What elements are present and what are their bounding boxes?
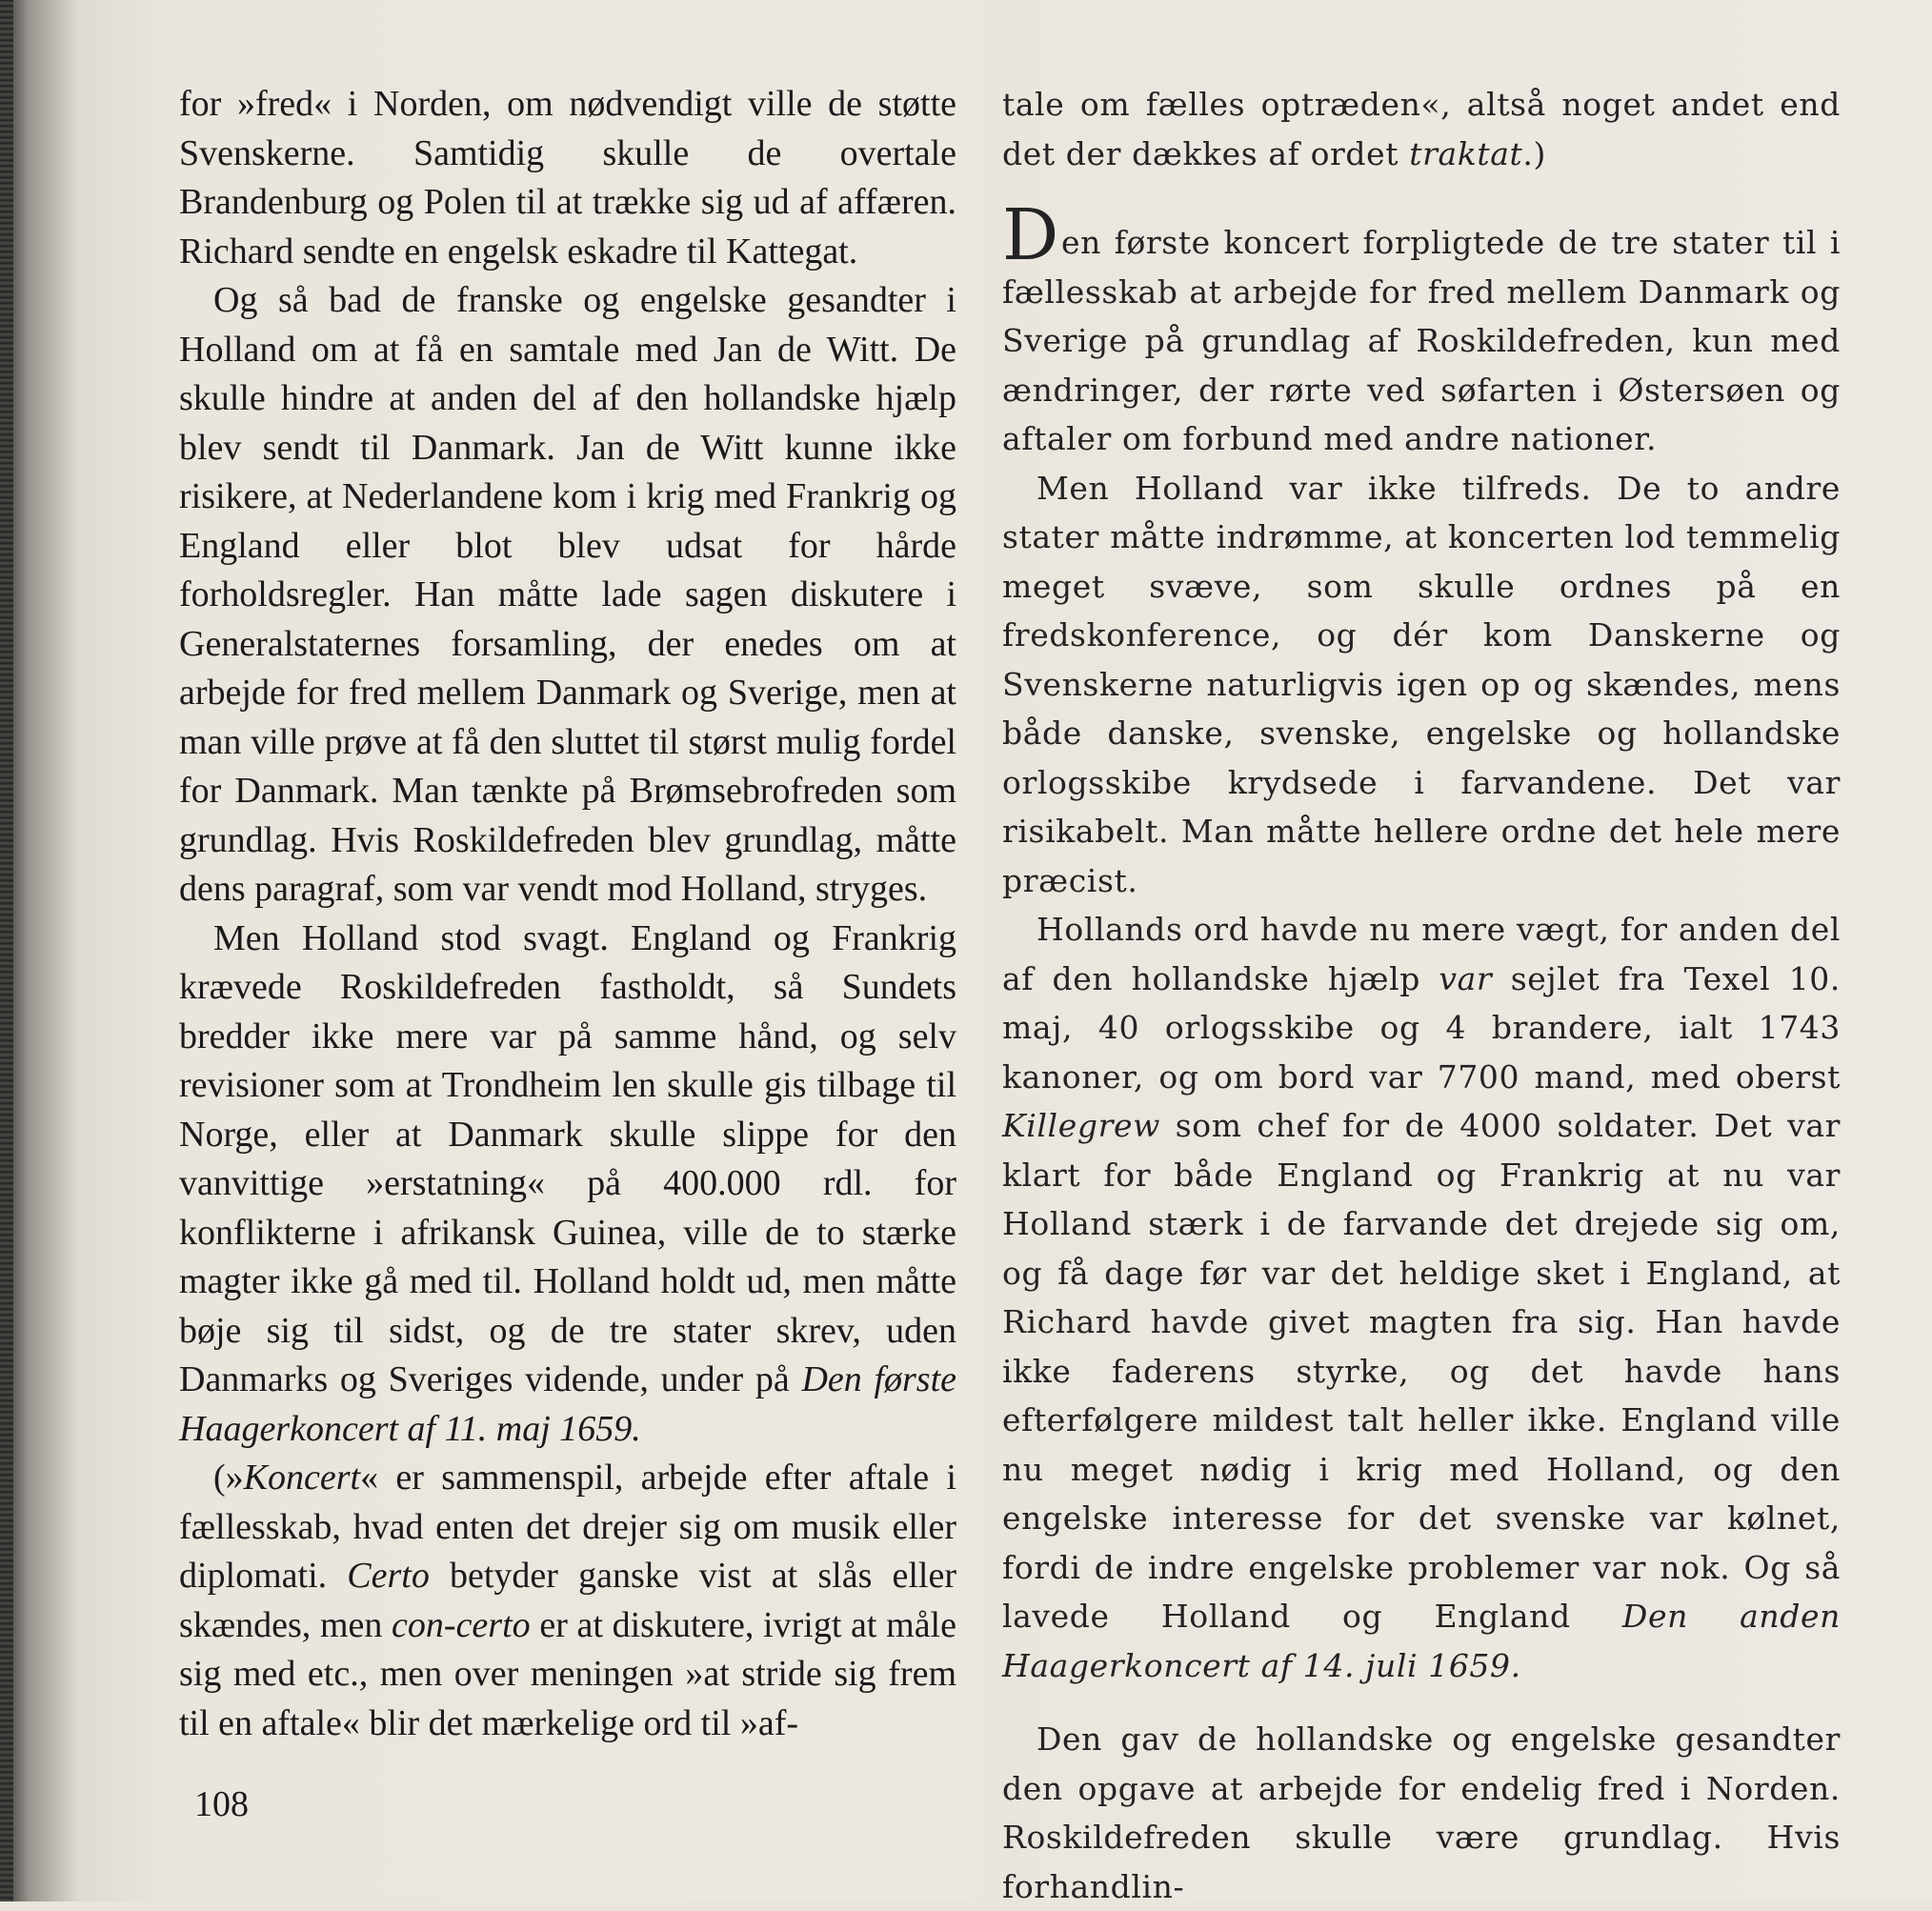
italic-term: traktat <box>1409 134 1523 172</box>
paragraph: for »fred« i Norden, om nødvendigt ville de støtte Svenskerne. Samtidig skulle de overtale Brandenburg og Polen til at trække sig ud af affæren. Richard sendte en engelsk eskadre til Kattegat. <box>179 84 956 272</box>
italic-term: var <box>1439 959 1493 997</box>
gutter-shadow <box>13 0 80 1901</box>
paragraph-text: er at diskutere, ivrigt at måle sig med etc., men over meningen »at stride sig frem til en aftale« blir det mærkelige ord til »af- <box>179 1604 956 1743</box>
paragraph-text: en første koncert forpligtede de tre stater til i fællesskab at arbejde for fred mellem Danmark og Sverige på grundlag af Roskildefreden, kun med ændringer, der rørte ved søfarten i Østersøen og aftaler om forbund med andre nationer. <box>1002 224 1841 457</box>
paragraph-text: Hollands ord havde nu mere vægt, for anden del af den hollandske hjælp <box>1002 911 1841 997</box>
italic-title: Den anden Haagerkoncert af 14. juli 1659. <box>1002 1598 1841 1684</box>
drop-cap: D <box>1002 194 1059 276</box>
italic-title: Den første Haagerkoncert af 11. maj 1659. <box>179 1359 957 1449</box>
left-column <box>179 80 956 1748</box>
paragraph-text: tale om fælles optræden«, altså noget andet end det der dækkes af ordet <box>1002 86 1841 172</box>
italic-term: con-certo <box>392 1604 531 1645</box>
italic-term: Certo <box>347 1556 430 1596</box>
paragraph <box>1002 80 1841 178</box>
italic-term: Koncert <box>243 1458 361 1498</box>
paragraph-text: .) <box>1522 134 1546 172</box>
paragraph: Og så bad de franske og engelske gesandter i Holland om at få en samtale med Jan de Witt. De skulle hindre at anden del af den hollandske hjælp blev sendt til Danmark. Jan de Witt kunne ikke risikere, at Nederlandene kom i krig med Frankrig og England eller blot blev udsat for hårde forholdsregler. Han måtte lade sagen diskutere i Generalstaternes forsamling, der enedes om at arbejde for fred mellem Danmark og Sverige, men at man ville prøve at få den sluttet til størst mulig fordel for Danmark. Man tænkte på Brømsebrofreden som grundlag. Hvis Roskildefreden blev grundlag, måtte dens paragraf, som var vendt mod Holland, stryges. <box>179 280 956 909</box>
paragraph: Men Holland var ikke tilfreds. De to andre stater måtte indrømme, at koncerten lod temmelig meget svæve, som skulle ordnes på en fredskonference, og dér kom Danskerne og Svenskerne naturligvis igen op og skændes, mens både danske, svenske, engelske og hollandske orlogsskibe krydsede i farvandene. Det var risikabelt. Man måtte hellere ordne det hele mere præcist. <box>1002 469 1841 899</box>
paragraph <box>1002 905 1841 1690</box>
paragraph <box>179 1454 956 1748</box>
paragraph <box>1002 194 1841 464</box>
paragraph: Den gav de hollandske og engelske gesandter den opgave at arbejde for endelig fred i Norden. Roskildefreden skulle være grundlag. Hvis forhandlin- <box>1002 1720 1841 1905</box>
paragraph-text: som chef for de 4000 soldater. Det var klart for både England og Frankrig at nu var Holland stærk i de farvande det drejede sig om, og få dage før var det heldige sket i England, at Richard havde givet magten fra sig. Han havde ikke faderens styrke, og det havde hans efterfølgere mildest talt heller ikke. England ville nu meget nødig i krig med Holland, og den engelske interesse for det svenske var kølnet, fordi de indre engelske problemer var nok. Og så lavede Holland og England <box>1002 1107 1841 1635</box>
paragraph <box>179 915 956 1455</box>
paragraph-text: betyder ganske vist at slås eller skændes, men <box>179 1556 956 1645</box>
paragraph-text: « er sammenspil, arbejde efter aftale i fællesskab, hvad enten det drejer sig om musik eller diplomati. <box>179 1458 956 1596</box>
italic-name: Killegrew <box>1002 1107 1160 1144</box>
paragraph-text: Men Holland stod svagt. England og Frankrig krævede Roskildefreden fastholdt, så Sundets bredder ikke mere var på samme hånd, og selv revisioner som at Trondheim len skulle gis tilbage til Norge, eller at Danmark skulle slippe for den vanvittige »erstatning« på 400.000 rdl. for konflikterne i afrikansk Guinea, ville de to stærke magter ikke gå med til. Holland holdt ud, men måtte bøje sig til sidst, og de tre stater skrev, uden Danmarks og Sveriges vidende, under på <box>179 917 956 1399</box>
page-edge <box>0 0 13 1901</box>
right-column <box>1002 80 1841 1911</box>
page-number: 108 <box>194 1784 249 1824</box>
paragraph-text: (» <box>213 1458 244 1498</box>
paragraph-text: sejlet fra Texel 10. maj, 40 orlogsskibe og 4 brandere, ialt 1743 kanoner, og om bord var 7700 mand, med oberst <box>1002 959 1841 1096</box>
